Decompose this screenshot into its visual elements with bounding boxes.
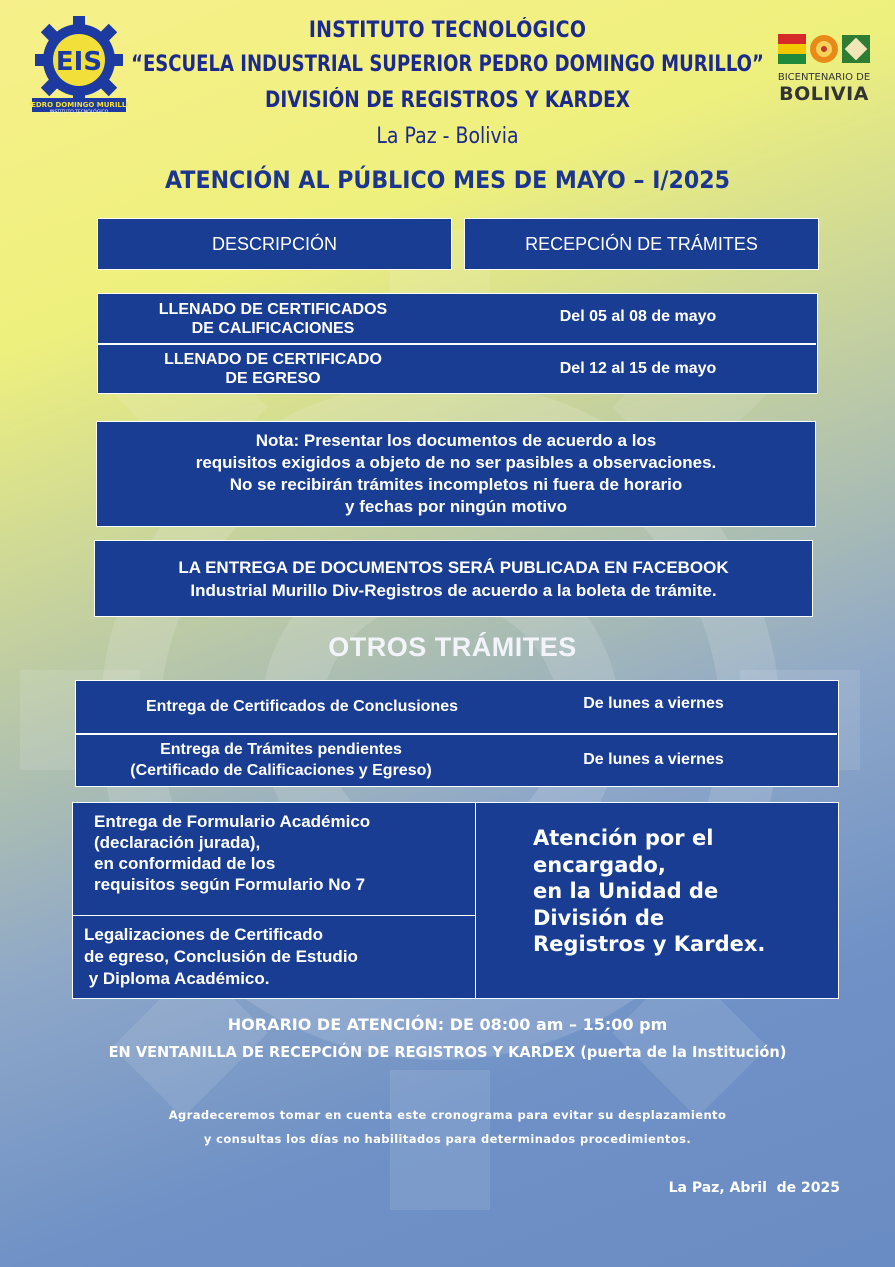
horario-line2: EN VENTANILLA DE RECEPCIÓN DE REGISTROS Y KARDEX (puerta de la Institución) <box>108 1043 787 1061</box>
row1-desc1: LLENADO DE CERTIFICADOS <box>158 300 388 318</box>
legalizaciones-box <box>72 915 476 999</box>
page-title: ATENCIÓN AL PÚBLICO MES DE MAYO – I/2025 <box>165 166 730 194</box>
header-line3: DIVISIÓN DE REGISTROS Y KARDEX <box>265 88 630 113</box>
header-line4: La Paz - Bolivia <box>376 124 519 149</box>
header-descripcion <box>97 218 452 270</box>
form-line1: Entrega de Formulario Académico <box>94 812 371 831</box>
row1-desc2: DE CALIFICACIONES <box>191 319 355 337</box>
form-line4: requisitos según Formulario No 7 <box>94 875 366 894</box>
note-line3: No se recibirán trámites incompletos ni fuera de horario <box>229 475 683 494</box>
table-row <box>98 345 448 392</box>
header-line2: “ESCUELA INDUSTRIAL SUPERIOR PEDRO DOMINGO MURILLO” <box>131 52 764 77</box>
logo-sub: INSTITUTO TECNOLÓGICO <box>49 110 109 114</box>
atencion-box <box>475 802 839 999</box>
atencion-line5: Registros y Kardex. <box>533 932 766 956</box>
table-row <box>76 735 486 785</box>
logo-name: PEDRO DOMINGO MURILLO <box>30 101 128 109</box>
note-line2: requisitos exigidos a objeto de no ser pasibles a observaciones. <box>195 453 717 472</box>
row1-date: Del 05 al 08 de mayo <box>559 308 717 325</box>
row2-desc1: LLENADO DE CERTIFICADO <box>164 350 382 368</box>
formulario-box <box>72 802 476 916</box>
otros-table <box>75 680 839 787</box>
header-descripcion-label: DESCRIPCIÓN <box>211 233 337 254</box>
bic-line1: BICENTENARIO DE <box>777 72 871 83</box>
legal-line1: Legalizaciones de Certificado <box>84 925 324 944</box>
footer-line1: Agradeceremos tomar en cuenta este cronograma para evitar su desplazamiento <box>168 1108 727 1122</box>
table-row <box>98 294 448 343</box>
note-line1: Nota: Presentar los documentos de acuerdo a los <box>255 431 657 450</box>
otros-row2-when: De lunes a viernes <box>583 751 724 768</box>
legal-line3: y Diploma Académico. <box>84 969 270 988</box>
row2-desc2: DE EGRESO <box>225 369 321 387</box>
table1 <box>97 293 818 394</box>
horario-line1: HORARIO DE ATENCIÓN: DE 08:00 am – 15:00 pm <box>227 1015 668 1034</box>
facebook-box <box>94 540 813 617</box>
otros-row2-desc2: (Certificado de Calificaciones y Egreso) <box>130 762 432 779</box>
otros-row2-desc1: Entrega de Trámites pendientes <box>160 741 402 758</box>
atencion-line2: encargado, <box>533 852 666 877</box>
logo-initials: EIS <box>55 47 103 77</box>
form-line2: (declaración jurada), <box>94 833 261 852</box>
atencion-line4: División de <box>533 905 665 930</box>
header-recepcion <box>464 218 819 270</box>
bic-line2: BOLIVIA <box>779 83 869 105</box>
atencion-line1: Atención por el <box>533 826 714 850</box>
facebook-line1: LA ENTREGA DE DOCUMENTOS SERÁ PUBLICADA EN FACEBOOK <box>178 557 729 577</box>
atencion-line3: en la Unidad de <box>533 879 719 903</box>
row2-date: Del 12 al 15 de mayo <box>559 360 717 377</box>
form-line3: en conformidad de los <box>94 854 276 873</box>
header-line1: INSTITUTO TECNOLÓGICO <box>308 18 587 43</box>
otros-row1-when: De lunes a viernes <box>583 695 724 712</box>
otros-title: OTROS TRÁMITES <box>328 632 577 662</box>
note-line4: y fechas por ningún motivo <box>345 497 567 516</box>
header-recepcion-label: RECEPCIÓN DE TRÁMITES <box>525 233 758 254</box>
footer-line2: y consultas los días no habilitados para determinados procedimientos. <box>203 1132 692 1146</box>
facebook-line2: Industrial Murillo Div-Registros de acuerdo a la boleta de trámite. <box>190 580 717 600</box>
note-box <box>96 421 816 527</box>
otros-row1-desc: Entrega de Certificados de Conclusiones <box>145 698 459 715</box>
footer-date: La Paz, Abril de 2025 <box>668 1180 840 1196</box>
legal-line2: de egreso, Conclusión de Estudio <box>84 947 358 966</box>
